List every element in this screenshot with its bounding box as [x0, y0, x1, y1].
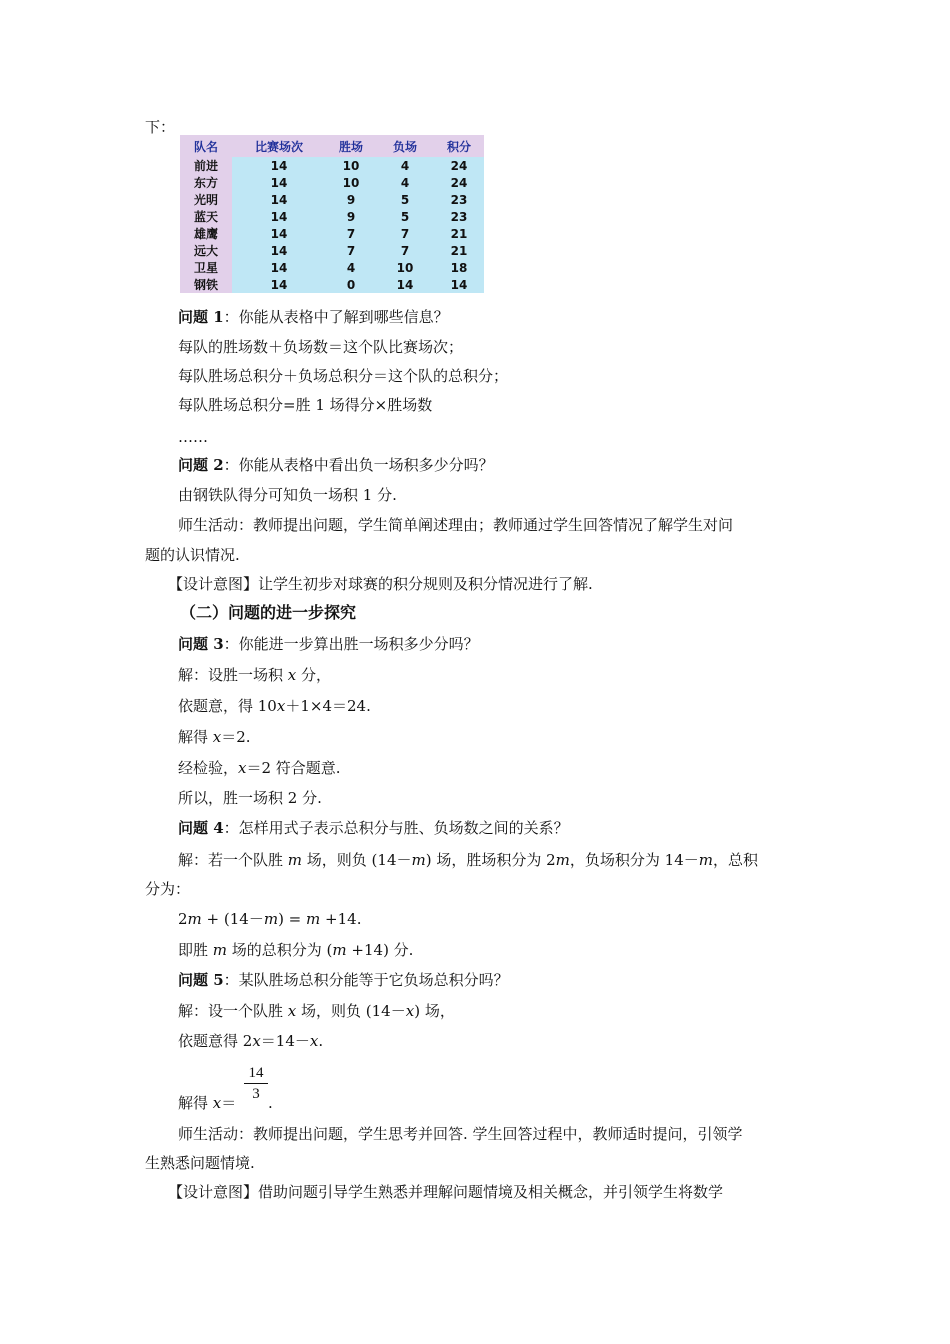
question-4	[178, 818, 569, 838]
text-part: 场，则负 (14－	[296, 1002, 406, 1020]
table-cell: 14	[232, 276, 326, 293]
math-var: m	[411, 851, 426, 869]
text-part: +14) 分.	[346, 941, 414, 959]
question-3	[178, 634, 479, 654]
team-name: 东方	[180, 174, 232, 191]
period: .	[268, 1094, 273, 1112]
table-cell: 5	[376, 208, 434, 225]
table-cell: 9	[326, 191, 376, 208]
table-cell: 10	[326, 174, 376, 191]
math-var: m	[306, 910, 321, 928]
solution-line: 分为：	[145, 880, 191, 898]
text-part: 解得	[178, 728, 213, 746]
activity-line: 师生活动：教师提出问题，学生简单阐述理由；教师通过学生回答情况了解学生对问	[178, 516, 734, 534]
text-part: ＝2 符合题意.	[246, 759, 341, 777]
table-cell: 24	[434, 174, 484, 191]
table-cell: 14	[232, 174, 326, 191]
table-cell: 7	[376, 225, 434, 242]
text-part: 依题意，得 10	[178, 697, 277, 715]
table-header-row	[180, 135, 484, 157]
text-part: 解得	[178, 1094, 213, 1112]
table-row	[180, 259, 484, 276]
math-var: x	[212, 728, 222, 746]
score-table	[180, 135, 484, 293]
text-part: ) 场，胜场积分为 2	[425, 851, 556, 869]
fraction-numerator: 14	[248, 1065, 264, 1081]
team-name: 雄鹰	[180, 225, 232, 242]
table-cell: 14	[376, 276, 434, 293]
text-part: ＝2.	[221, 728, 251, 746]
fraction-bar	[244, 1083, 268, 1084]
question-5	[178, 970, 509, 990]
question-label: 问题 2	[178, 456, 224, 474]
col-header-points: 积分	[434, 135, 484, 157]
math-var: m	[287, 851, 303, 869]
solution-line	[178, 1093, 236, 1113]
text-part: 分，	[296, 666, 332, 684]
design-intent: 【设计意图】让学生初步对球赛的积分规则及积分情况进行了解.	[168, 575, 593, 593]
math-var: x	[238, 759, 247, 777]
question-text: ：你能从表格中了解到哪些信息？	[223, 308, 449, 326]
intro-text: 下：	[145, 118, 176, 136]
team-name: 钢铁	[180, 276, 232, 293]
text-part: .	[318, 1032, 324, 1050]
table-cell: 7	[326, 225, 376, 242]
text-part: + (14－	[201, 910, 264, 928]
table-row	[180, 174, 484, 191]
team-name: 卫星	[180, 259, 232, 276]
fraction-denominator: 3	[252, 1086, 260, 1102]
info-line: 每队胜场总积分=胜 1 场得分×胜场数	[178, 396, 433, 414]
text-part: ＋1×4＝24.	[285, 697, 371, 715]
table-cell: 23	[434, 191, 484, 208]
team-name: 前进	[180, 157, 232, 174]
math-var: x	[276, 697, 286, 715]
text-part: 场，则负 (14－	[302, 851, 412, 869]
text-part: 依题意得 2	[178, 1032, 253, 1050]
activity-line: 生熟悉问题情境.	[145, 1154, 255, 1172]
question-text: ：你能从表格中看出负一场积多少分吗？	[223, 456, 494, 474]
text-part: ) 场，	[414, 1002, 455, 1020]
solution-line	[178, 1031, 323, 1051]
math-var: m	[263, 910, 279, 928]
col-header-team: 队名	[180, 135, 232, 157]
table-cell: 10	[376, 259, 434, 276]
table-row	[180, 276, 484, 293]
text-part: 场的总积分为 (	[227, 941, 333, 959]
col-header-games: 比赛场次	[232, 135, 326, 157]
table-cell: 14	[232, 225, 326, 242]
math-var: x	[287, 666, 297, 684]
table-cell: 23	[434, 208, 484, 225]
text-part: 2	[178, 910, 188, 928]
solution-line: 所以，胜一场积 2 分.	[178, 789, 322, 807]
table-cell: 5	[376, 191, 434, 208]
table-row	[180, 208, 484, 225]
solution-line	[178, 1001, 455, 1021]
table-row	[180, 191, 484, 208]
solution-line	[178, 850, 758, 870]
fraction	[244, 1064, 268, 1103]
math-var: m	[212, 941, 228, 959]
table-cell: 4	[376, 157, 434, 174]
table-row	[180, 157, 484, 174]
solution-line	[178, 665, 331, 685]
question-text: ：怎样用式子表示总积分与胜、负场数之间的关系？	[223, 819, 569, 837]
table-cell: 14	[232, 242, 326, 259]
math-var: x	[212, 1094, 222, 1112]
solution-line	[178, 696, 371, 716]
solution-line	[178, 758, 341, 778]
text-part: 即胜	[178, 941, 213, 959]
question-1	[178, 307, 449, 327]
table-cell: 4	[376, 174, 434, 191]
col-header-losses: 负场	[376, 135, 434, 157]
table-cell: 14	[232, 259, 326, 276]
question-label: 问题 4	[178, 819, 224, 837]
table-row	[180, 225, 484, 242]
team-name: 远大	[180, 242, 232, 259]
text-part: ) =	[278, 910, 307, 928]
answer-line: 由钢铁队得分可知负一场积 1 分.	[178, 486, 397, 504]
table-cell: 21	[434, 225, 484, 242]
math-var: x	[252, 1032, 261, 1050]
equation-line	[178, 909, 361, 929]
question-text: ：某队胜场总积分能等于它负场总积分吗？	[223, 971, 509, 989]
table-cell: 10	[326, 157, 376, 174]
text-part: ＝	[221, 1094, 237, 1112]
table-cell: 14	[232, 157, 326, 174]
text-part: 解：设胜一场积	[178, 666, 288, 684]
table-cell: 14	[232, 191, 326, 208]
ellipsis: ……	[178, 428, 208, 446]
info-line: 每队胜场总积分＋负场总积分＝这个队的总积分；	[178, 367, 509, 385]
table-cell: 7	[326, 242, 376, 259]
text-part: +14.	[320, 910, 362, 928]
table-cell: 4	[326, 259, 376, 276]
math-var: x	[309, 1032, 319, 1050]
text-part: ，负场积分为 14－	[569, 851, 699, 869]
table-cell: 24	[434, 157, 484, 174]
solution-line	[178, 940, 413, 960]
math-var: m	[698, 851, 713, 869]
math-var: m	[187, 910, 202, 928]
team-name: 光明	[180, 191, 232, 208]
table-cell: 21	[434, 242, 484, 259]
text-part: 解：设一个队胜	[178, 1002, 288, 1020]
table-cell: 0	[326, 276, 376, 293]
table-cell: 14	[434, 276, 484, 293]
text-part: ＝14－	[260, 1032, 310, 1050]
question-label: 问题 5	[178, 971, 224, 989]
table-cell: 14	[232, 208, 326, 225]
math-var: x	[405, 1002, 415, 1020]
solution-line	[178, 727, 251, 747]
math-var: m	[555, 851, 570, 869]
team-name: 蓝天	[180, 208, 232, 225]
text-part: ，总积	[713, 851, 759, 869]
question-label: 问题 3	[178, 635, 224, 653]
table-cell: 7	[376, 242, 434, 259]
design-intent: 【设计意图】借助问题引导学生熟悉并理解问题情境及相关概念，并引领学生将数学	[168, 1183, 724, 1201]
text-part: 经检验，	[178, 759, 239, 777]
math-var: x	[287, 1002, 297, 1020]
text-part: 解：若一个队胜	[178, 851, 288, 869]
question-2	[178, 455, 494, 475]
section-heading: （二）问题的进一步探究	[180, 603, 357, 622]
info-line: 每队的胜场数＋负场数＝这个队比赛场次；	[178, 338, 464, 356]
question-label: 问题 1	[178, 308, 224, 326]
table-cell: 18	[434, 259, 484, 276]
col-header-wins: 胜场	[326, 135, 376, 157]
table-row	[180, 242, 484, 259]
math-var: m	[332, 941, 347, 959]
activity-line: 题的认识情况.	[145, 546, 240, 564]
question-text: ：你能进一步算出胜一场积多少分吗？	[223, 635, 479, 653]
table-cell: 9	[326, 208, 376, 225]
activity-line: 师生活动：教师提出问题，学生思考并回答. 学生回答过程中，教师适时提问，引领学	[178, 1125, 743, 1143]
